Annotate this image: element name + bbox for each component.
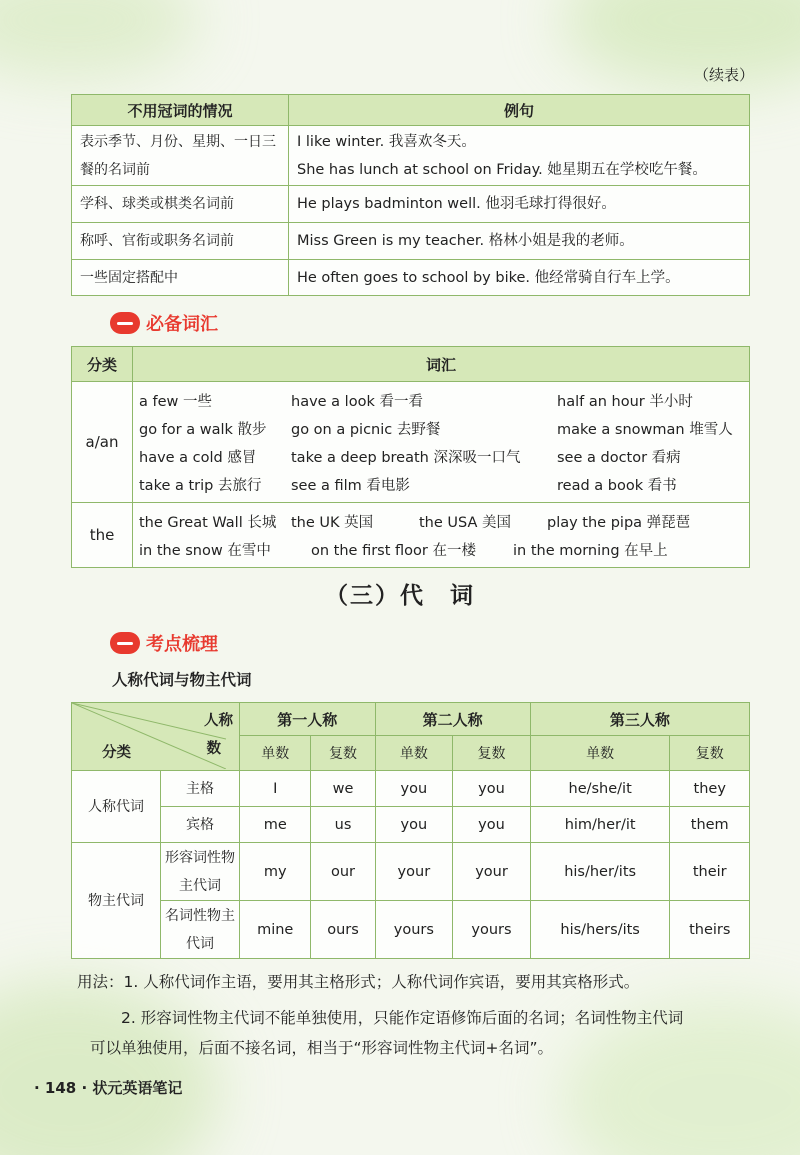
column-header: 不用冠词的情况	[72, 95, 289, 126]
articles-omission-table	[71, 94, 750, 296]
vocab-item: read a book 看书	[557, 477, 677, 494]
vocab-line	[139, 535, 743, 563]
pronoun-cell: they	[670, 771, 750, 807]
vocab-item: have a look 看一看	[291, 393, 423, 410]
table-row	[72, 382, 750, 503]
subheading: 人称代词与物主代词	[112, 671, 252, 689]
example-sentence: He plays badminton well. 他羽毛球打得很好。	[289, 186, 750, 223]
case-cell: 一些固定搭配中	[72, 260, 289, 296]
usage-note: 用法：1. 人称代词作主语，要用其主格形式；人称代词作宾语，要用其宾格形式。	[77, 973, 640, 991]
table-header-row	[72, 95, 750, 126]
vocab-item: take a trip 去旅行	[139, 477, 262, 494]
column-header: 词汇	[133, 347, 750, 382]
pronoun-cell: you	[375, 807, 453, 843]
continued-note: （续表）	[693, 66, 754, 84]
diagonal-header-cell	[72, 703, 240, 771]
example-sentence: She has lunch at school on Friday. 她星期五在学校吃午餐。	[297, 161, 707, 178]
pronoun-cell: yours	[375, 901, 453, 959]
table-row	[72, 260, 750, 296]
vocab-item: take a deep breath 深深吸一口气	[291, 449, 521, 466]
section-badge-icon	[110, 312, 140, 334]
pronoun-cell: our	[311, 843, 375, 901]
pronoun-cell: us	[311, 807, 375, 843]
example-sentence: He often goes to school by bike. 他经常骑自行车上学。	[289, 260, 750, 296]
vocab-item: go for a walk 散步	[139, 421, 267, 438]
vocab-line	[139, 442, 743, 470]
vocab-item: play the pipa 弹琵琶	[547, 514, 691, 531]
pronoun-cell: you	[453, 771, 531, 807]
table-header-row	[72, 703, 750, 736]
table-row	[72, 843, 750, 901]
pronoun-cell: you	[375, 771, 453, 807]
vocab-item: the UK 英国	[291, 514, 374, 531]
vocab-item: in the snow 在雪中	[139, 542, 271, 559]
pronoun-cell: you	[453, 807, 531, 843]
table-row	[72, 186, 750, 223]
pronoun-cell: mine	[240, 901, 311, 959]
vocab-item: in the morning 在早上	[513, 542, 668, 559]
pronoun-cell: his/her/its	[530, 843, 670, 901]
pronoun-cell: me	[240, 807, 311, 843]
vocab-line	[139, 507, 743, 535]
section-badge-icon	[110, 632, 140, 654]
pronoun-cell: ours	[311, 901, 375, 959]
table-row	[72, 807, 750, 843]
number-header: 单数	[530, 736, 670, 771]
pronoun-cell: theirs	[670, 901, 750, 959]
group-label: 人称代词	[72, 771, 161, 843]
number-header: 单数	[240, 736, 311, 771]
corner-label-person: 人称	[204, 713, 233, 729]
vocab-cell	[133, 503, 750, 568]
section-heading-points	[110, 630, 218, 656]
case-label: 名词性物主代词	[161, 901, 240, 959]
class-cell: a/an	[72, 382, 133, 503]
vocab-item: make a snowman 堆雪人	[557, 421, 733, 438]
example-cell	[289, 126, 750, 186]
column-header: 分类	[72, 347, 133, 382]
example-sentence: Miss Green is my teacher. 格林小姐是我的老师。	[289, 223, 750, 260]
number-header: 复数	[670, 736, 750, 771]
number-header: 复数	[311, 736, 375, 771]
pronoun-cell: your	[375, 843, 453, 901]
vocabulary-table	[71, 346, 750, 568]
pronoun-cell: your	[453, 843, 531, 901]
vocab-item: half an hour 半小时	[557, 393, 693, 410]
vocab-item: a few 一些	[139, 393, 212, 410]
number-header: 单数	[375, 736, 453, 771]
pronoun-cell: them	[670, 807, 750, 843]
vocab-item: the USA 美国	[419, 514, 512, 531]
vocab-line	[139, 470, 743, 498]
table-row	[72, 126, 750, 186]
vocab-line	[139, 414, 743, 442]
vocab-item: have a cold 感冒	[139, 449, 257, 466]
pronoun-cell: his/hers/its	[530, 901, 670, 959]
vocab-cell	[133, 382, 750, 503]
case-label: 主格	[161, 771, 240, 807]
pronoun-cell: I	[240, 771, 311, 807]
vocab-line	[139, 386, 743, 414]
usage-note: 可以单独使用，后面不接名词，相当于“形容词性物主代词+名词”。	[90, 1039, 554, 1057]
table-row	[72, 503, 750, 568]
pronoun-cell: my	[240, 843, 311, 901]
vocab-item: the Great Wall 长城	[139, 514, 277, 531]
number-header: 复数	[453, 736, 531, 771]
case-cell: 表示季节、月份、星期、一日三餐的名词前	[72, 126, 289, 186]
diagonal-lines	[72, 703, 226, 769]
pronoun-cell: we	[311, 771, 375, 807]
case-cell: 学科、球类或棋类名词前	[72, 186, 289, 223]
vocab-item: see a film 看电影	[291, 477, 410, 494]
pronoun-cell: their	[670, 843, 750, 901]
pronoun-cell: him/her/it	[530, 807, 670, 843]
class-cell: the	[72, 503, 133, 568]
case-label: 形容词性物主代词	[161, 843, 240, 901]
person-header: 第三人称	[530, 703, 749, 736]
section-heading-vocab	[110, 310, 218, 336]
page-footer: · 148 · 状元英语笔记	[34, 1079, 183, 1097]
vocab-item: go on a picnic 去野餐	[291, 421, 441, 438]
pronoun-table	[71, 702, 750, 959]
case-cell: 称呼、官衔或职务名词前	[72, 223, 289, 260]
section-title: 考点梳理	[146, 634, 218, 655]
pronoun-cell: he/she/it	[530, 771, 670, 807]
vocab-item: on the first floor 在一楼	[311, 542, 476, 559]
table-row	[72, 901, 750, 959]
example-sentence: I like winter. 我喜欢冬天。	[297, 133, 476, 150]
chapter-title: （三）代 词	[325, 583, 475, 609]
table-header-row	[72, 347, 750, 382]
vocab-item: see a doctor 看病	[557, 449, 681, 466]
section-title: 必备词汇	[146, 314, 218, 335]
table-row	[72, 223, 750, 260]
pronoun-cell: yours	[453, 901, 531, 959]
person-header: 第二人称	[375, 703, 530, 736]
corner-label-number: 数	[206, 741, 221, 757]
usage-note: 2. 形容词性物主代词不能单独使用，只能作定语修饰后面的名词；名词性物主代词	[121, 1009, 684, 1027]
group-label: 物主代词	[72, 843, 161, 959]
table-row	[72, 771, 750, 807]
case-label: 宾格	[161, 807, 240, 843]
column-header: 例句	[289, 95, 750, 126]
corner-label-class: 分类	[102, 745, 131, 761]
person-header: 第一人称	[240, 703, 376, 736]
